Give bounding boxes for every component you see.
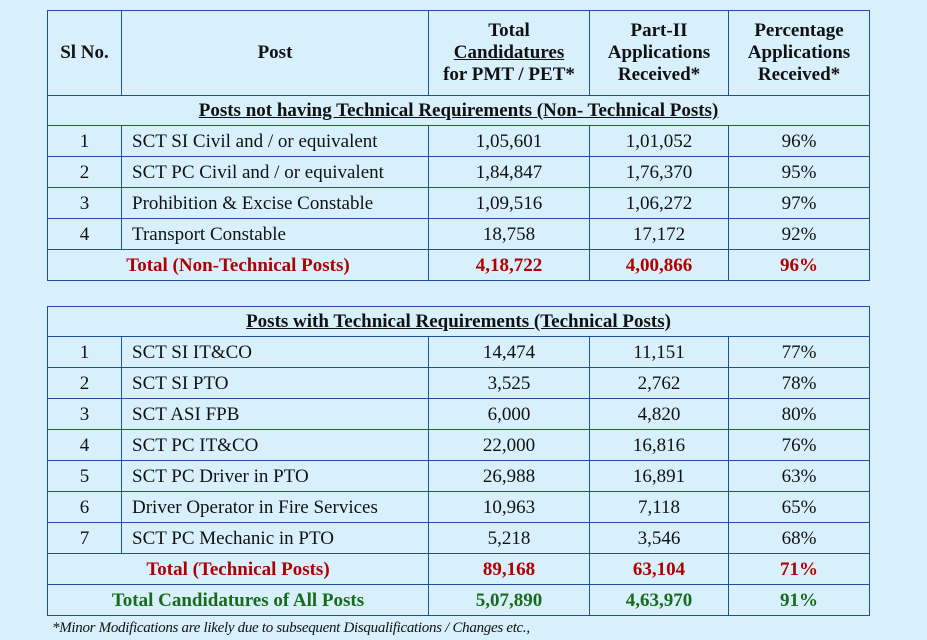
percentage-cell: 78% — [729, 368, 870, 399]
table-row — [48, 523, 870, 554]
sl-cell: 6 — [48, 492, 122, 523]
percentage-cell: 92% — [729, 219, 870, 250]
total-cell: 10,963 — [429, 492, 590, 523]
total-cell: 6,000 — [429, 399, 590, 430]
non-technical-total-row — [48, 250, 870, 281]
table-row — [48, 188, 870, 219]
percentage-cell: 71% — [729, 554, 870, 585]
table-row — [48, 337, 870, 368]
received-cell: 17,172 — [590, 219, 729, 250]
percentage-cell: 77% — [729, 337, 870, 368]
section-title-row — [48, 96, 870, 126]
percentage-cell: 65% — [729, 492, 870, 523]
technical-total-row — [48, 554, 870, 585]
non-technical-table — [47, 10, 870, 281]
percentage-cell: 95% — [729, 157, 870, 188]
percentage-cell: 96% — [729, 250, 870, 281]
post-cell: Driver Operator in Fire Services — [122, 492, 429, 523]
post-cell: SCT SI IT&CO — [122, 337, 429, 368]
header-percentage: Percentage Applications Received* — [729, 11, 870, 96]
table-row — [48, 126, 870, 157]
grand-total-row — [48, 585, 870, 616]
percentage-cell: 96% — [729, 126, 870, 157]
technical-table — [47, 306, 870, 616]
total-label: Total (Technical Posts) — [48, 554, 429, 585]
total-cell: 14,474 — [429, 337, 590, 368]
received-cell: 4,63,970 — [590, 585, 729, 616]
post-cell: Prohibition & Excise Constable — [122, 188, 429, 219]
sl-cell: 7 — [48, 523, 122, 554]
header-post: Post — [122, 11, 429, 96]
sl-cell: 3 — [48, 399, 122, 430]
percentage-cell: 97% — [729, 188, 870, 219]
sl-cell: 4 — [48, 219, 122, 250]
total-cell: 26,988 — [429, 461, 590, 492]
received-cell: 16,816 — [590, 430, 729, 461]
percentage-cell: 63% — [729, 461, 870, 492]
total-cell: 22,000 — [429, 430, 590, 461]
received-cell: 2,762 — [590, 368, 729, 399]
sl-cell: 2 — [48, 157, 122, 188]
post-cell: SCT PC Civil and / or equivalent — [122, 157, 429, 188]
post-cell: SCT SI Civil and / or equivalent — [122, 126, 429, 157]
sl-cell: 2 — [48, 368, 122, 399]
received-cell: 63,104 — [590, 554, 729, 585]
percentage-cell: 76% — [729, 430, 870, 461]
section-title-row — [48, 307, 870, 337]
percentage-cell: 68% — [729, 523, 870, 554]
total-cell: 4,18,722 — [429, 250, 590, 281]
sl-cell: 5 — [48, 461, 122, 492]
post-cell: Transport Constable — [122, 219, 429, 250]
total-cell: 5,218 — [429, 523, 590, 554]
table-row — [48, 157, 870, 188]
post-cell: SCT PC Driver in PTO — [122, 461, 429, 492]
total-label: Total (Non-Technical Posts) — [48, 250, 429, 281]
total-cell: 1,05,601 — [429, 126, 590, 157]
percentage-cell: 80% — [729, 399, 870, 430]
header-part2-applications: Part-II Applications Received* — [590, 11, 729, 96]
sl-cell: 1 — [48, 126, 122, 157]
total-cell: 1,09,516 — [429, 188, 590, 219]
received-cell: 1,76,370 — [590, 157, 729, 188]
header-row — [48, 11, 870, 96]
table-row — [48, 399, 870, 430]
table-row — [48, 219, 870, 250]
post-cell: SCT PC Mechanic in PTO — [122, 523, 429, 554]
table-row — [48, 461, 870, 492]
total-cell: 89,168 — [429, 554, 590, 585]
grand-total-label: Total Candidatures of All Posts — [48, 585, 429, 616]
post-cell: SCT ASI FPB — [122, 399, 429, 430]
sl-cell: 4 — [48, 430, 122, 461]
received-cell: 11,151 — [590, 337, 729, 368]
sl-cell: 3 — [48, 188, 122, 219]
header-sl-no: Sl No. — [48, 11, 122, 96]
received-cell: 3,546 — [590, 523, 729, 554]
header-total-candidatures: Total Candidatures for PMT / PET* — [429, 11, 590, 96]
post-cell: SCT PC IT&CO — [122, 430, 429, 461]
received-cell: 16,891 — [590, 461, 729, 492]
section-title-technical: Posts with Technical Requirements (Technical Posts) — [48, 307, 870, 337]
total-cell: 18,758 — [429, 219, 590, 250]
sl-cell: 1 — [48, 337, 122, 368]
footnote: *Minor Modifications are likely due to subsequent Disqualifications / Changes etc., — [52, 620, 530, 636]
total-cell: 3,525 — [429, 368, 590, 399]
received-cell: 1,06,272 — [590, 188, 729, 219]
section-title-non-technical: Posts not having Technical Requirements (Non- Technical Posts) — [48, 96, 870, 126]
received-cell: 7,118 — [590, 492, 729, 523]
received-cell: 1,01,052 — [590, 126, 729, 157]
table-row — [48, 492, 870, 523]
post-cell: SCT SI PTO — [122, 368, 429, 399]
received-cell: 4,00,866 — [590, 250, 729, 281]
received-cell: 4,820 — [590, 399, 729, 430]
percentage-cell: 91% — [729, 585, 870, 616]
table-row — [48, 368, 870, 399]
total-cell: 5,07,890 — [429, 585, 590, 616]
table-row — [48, 430, 870, 461]
total-cell: 1,84,847 — [429, 157, 590, 188]
